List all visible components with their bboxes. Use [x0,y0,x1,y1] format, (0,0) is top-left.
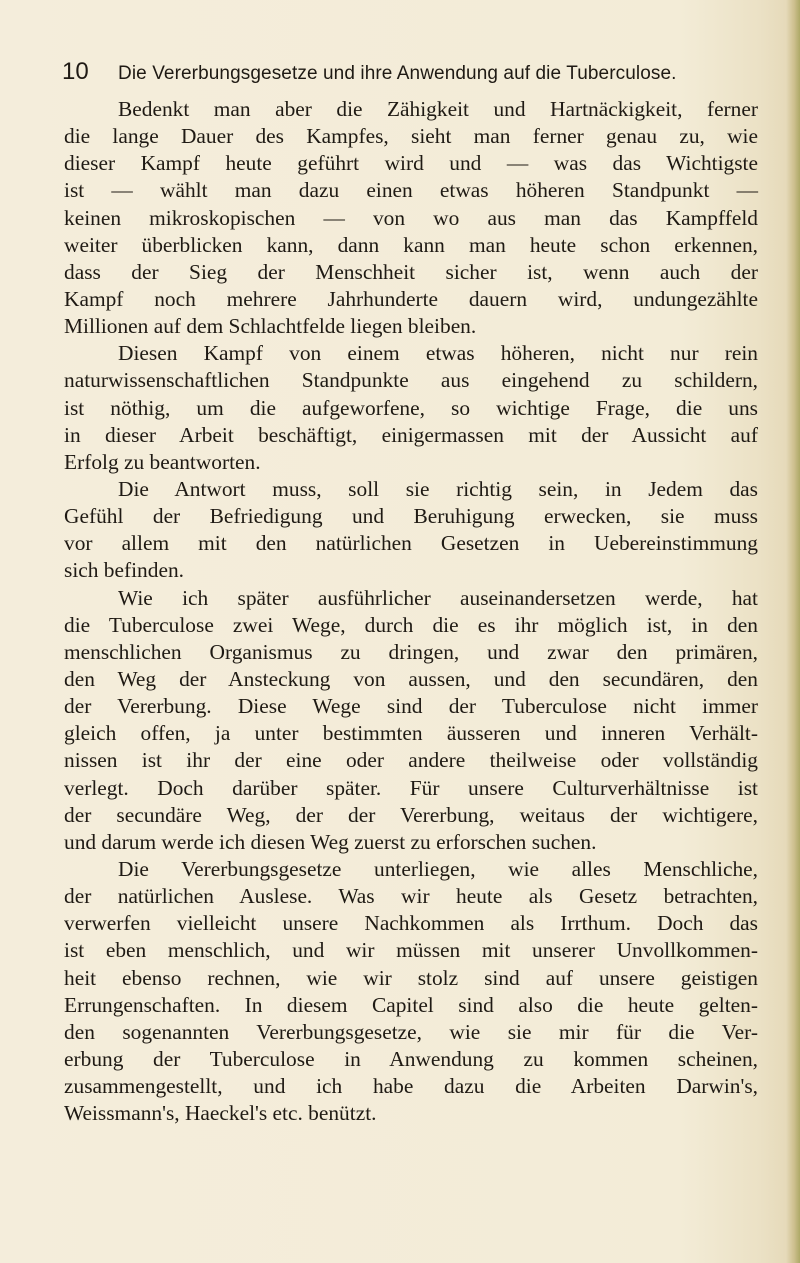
text-line: der secundäre Weg, der der Vererbung, weitaus der wichtigere, [64,802,758,827]
text-line: Erfolg zu beantworten. [64,449,261,474]
page-number: 10 [62,58,89,85]
text-line: dass der Sieg der Menschheit sicher ist, wenn auch der [64,259,758,284]
text-line: Gefühl der Befriedigung und Beruhigung erwecken, sie muss [64,504,758,529]
text-line: Wie ich später ausführlicher auseinandersetzen werde, hat [118,585,758,610]
text-line: verlegt. Doch darüber später. Für unsere Culturverhältnisse ist [64,775,758,800]
page-edge-shadow [786,0,800,1263]
text-line: der natürlichen Auslese. Was wir heute als Gesetz betrachten, [64,884,758,909]
text-line: in dieser Arbeit beschäftigt, einigermassen mit der Aussicht auf [64,422,758,447]
text-line: gleich offen, ja unter bestimmten äusseren und inneren Verhält- [64,721,758,746]
text-line: menschlichen Organismus zu dringen, und zwar den primären, [64,639,758,664]
text-line: die lange Dauer des Kampfes, sieht man ferner genau zu, wie [64,124,758,149]
text-line: Die Vererbungsgesetze unterliegen, wie alles Menschliche, [118,856,758,881]
text-line: Errungenschaften. In diesem Capitel sind also die heute gelten- [64,992,758,1017]
text-line: Diesen Kampf von einem etwas höheren, nicht nur rein [118,341,758,366]
text-line: den sogenannten Vererbungsgesetze, wie sie mir für die Ver- [64,1019,758,1044]
text-line: verwerfen vielleicht unsere Nachkommen als Irrthum. Doch das [64,911,758,936]
text-line: den Weg der Ansteckung von aussen, und den secundären, den [64,666,758,691]
text-line: nissen ist ihr der eine oder andere theilweise oder vollständig [64,748,758,773]
text-line: keinen mikroskopischen — von wo aus man das Kampffeld [64,205,758,230]
text-line: Die Antwort muss, soll sie richtig sein, in Jedem das [118,476,758,501]
text-line: zusammengestellt, und ich habe dazu die Arbeiten Darwin's, [64,1074,758,1099]
text-line: naturwissenschaftlichen Standpunkte aus eingehend zu schildern, [64,368,758,393]
text-line: ist nöthig, um die aufgeworfene, so wichtige Frage, die uns [64,395,758,420]
body-text [64,96,758,1127]
text-line: heit ebenso rechnen, wie wir stolz sind auf unsere geistigen [64,965,758,990]
running-head [62,58,762,86]
text-line: und darum werde ich diesen Weg zuerst zu erforschen suchen. [64,829,597,854]
text-line: dieser Kampf heute geführt wird und — was das Wichtigste [64,151,758,176]
text-line: weiter überblicken kann, dann kann man heute schon erkennen, [64,232,758,257]
running-title: Die Vererbungsgesetze und ihre Anwendung auf die Tuberculose. [118,63,677,84]
text-line: sich befinden. [64,558,184,583]
text-line: Bedenkt man aber die Zähigkeit und Hartnäckigkeit, ferner [118,97,758,121]
text-line: erbung der Tuberculose in Anwendung zu kommen scheinen, [64,1046,758,1071]
text-line: der Vererbung. Diese Wege sind der Tuberculose nicht immer [64,694,758,719]
text-line: ist eben menschlich, und wir müssen mit unserer Unvollkommen- [64,938,758,963]
text-line: Kampf noch mehrere Jahrhunderte dauern wird, undungezählte [64,286,758,311]
text-line: die Tuberculose zwei Wege, durch die es ihr möglich ist, in den [64,612,758,637]
text-line: ist — wählt man dazu einen etwas höheren Standpunkt — [64,178,758,203]
text-line: Weissmann's, Haeckel's etc. benützt. [64,1101,377,1126]
text-line: vor allem mit den natürlichen Gesetzen in Uebereinstimmung [64,531,758,556]
text-line: Millionen auf dem Schlachtfelde liegen bleiben. [64,314,477,339]
